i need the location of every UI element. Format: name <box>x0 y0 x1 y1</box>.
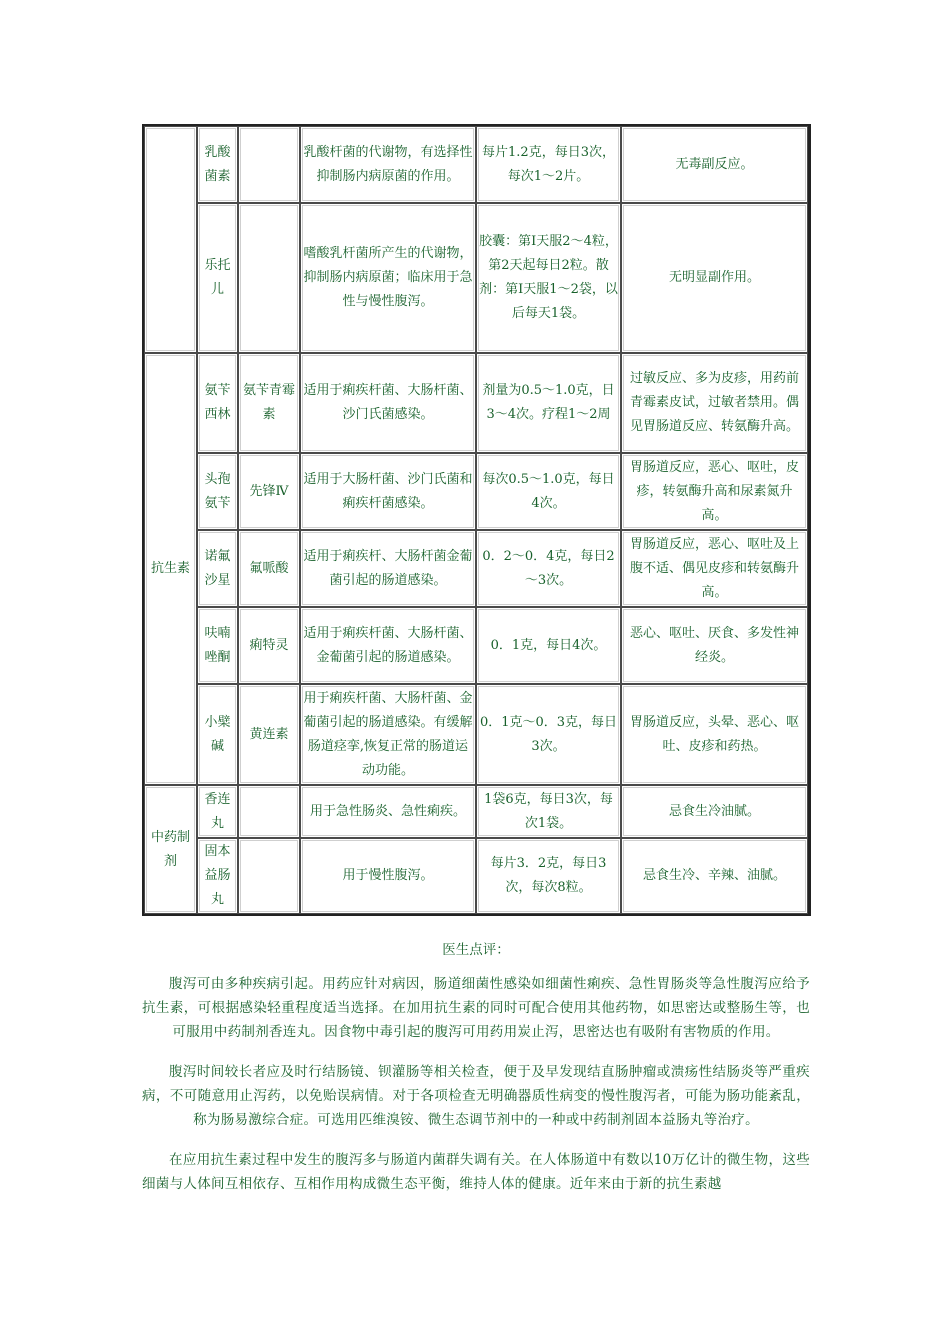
drug-alias-cell <box>238 203 300 353</box>
drug-name-cell: 乐托儿 <box>197 203 238 353</box>
table-row <box>144 838 808 914</box>
drug-alias-cell: 氨苄青霉素 <box>238 353 300 453</box>
table-row <box>144 530 808 607</box>
usage-cell: 用于急性肠炎、急性痢疾。 <box>300 785 476 838</box>
table-row <box>144 126 808 203</box>
dosage-cell: 每次0.5～1.0克，每日4次。 <box>476 453 621 530</box>
usage-cell: 适用于痢疾杆菌、大肠杆菌、金葡菌引起的肠道感染。 <box>300 607 476 684</box>
review-paragraph: 腹泻可由多种疾病引起。用药应针对病因，肠道细菌性感染如细菌性痢疾、急性胃肠炎等急性腹泻应给予抗生素，可根据感染轻重程度适当选择。在加用抗生素的同时可配合使用其他药物，如思密达或整肠生等，也可服用中药制剂香连丸。因食物中毒引起的腹泻可用药用炭止泻，思密达也有吸附有害物质的作用。 <box>142 976 810 1040</box>
side-effect-cell: 过敏反应、多为皮疹，用药前青霉素皮试，过敏者禁用。偶见胃肠道反应、转氨酶升高。 <box>621 353 808 453</box>
dosage-cell: 0．2～0．4克，每日2～3次。 <box>476 530 621 607</box>
page-content <box>142 124 810 1196</box>
drug-alias-cell: 先锋Ⅳ <box>238 453 300 530</box>
table-row <box>144 607 808 684</box>
drug-name-cell: 头孢氨苄 <box>197 453 238 530</box>
drug-name-cell: 小檗碱 <box>197 684 238 785</box>
category-cell: 中药制剂 <box>144 785 197 914</box>
usage-cell: 用于慢性腹泻。 <box>300 838 476 914</box>
usage-cell: 用于痢疾杆菌、大肠杆菌、金葡菌引起的肠道感染。有缓解肠道痉挛,恢复正常的肠道运动功能。 <box>300 684 476 785</box>
dosage-cell: 1袋6克，每日3次，每次1袋。 <box>476 785 621 838</box>
dosage-cell: 每片1.2克，每日3次，每次1～2片。 <box>476 126 621 203</box>
drug-name-cell: 氨苄西林 <box>197 353 238 453</box>
drug-alias-cell: 黄连素 <box>238 684 300 785</box>
table-row <box>144 684 808 785</box>
side-effect-cell: 胃肠道反应，恶心、呕吐，皮疹，转氨酶升高和尿素氮升高。 <box>621 453 808 530</box>
table-row <box>144 453 808 530</box>
category-cell <box>144 126 197 353</box>
dosage-cell: 0．1克，每日4次。 <box>476 607 621 684</box>
drug-name-cell: 乳酸菌素 <box>197 126 238 203</box>
dosage-cell: 每片3．2克，每日3次，每次8粒。 <box>476 838 621 914</box>
drug-alias-cell: 痢特灵 <box>238 607 300 684</box>
side-effect-cell: 忌食生冷、辛辣、油腻。 <box>621 838 808 914</box>
side-effect-cell: 恶心、呕吐、厌食、多发性神经炎。 <box>621 607 808 684</box>
usage-cell: 适用于痢疾杆、大肠杆菌金葡菌引起的肠道感染。 <box>300 530 476 607</box>
drug-alias-cell <box>238 838 300 914</box>
table-row <box>144 785 808 838</box>
drug-alias-cell <box>238 126 300 203</box>
category-cell: 抗生素 <box>144 353 197 785</box>
side-effect-cell: 忌食生冷油腻。 <box>621 785 808 838</box>
drug-name-cell: 诺氟沙星 <box>197 530 238 607</box>
drug-name-cell: 香连丸 <box>197 785 238 838</box>
usage-cell: 适用于大肠杆菌、沙门氏菌和痢疾杆菌感染。 <box>300 453 476 530</box>
review-paragraph: 腹泻时间较长者应及时行结肠镜、钡灌肠等相关检查，便于及早发现结直肠肿瘤或溃疡性结肠炎等严重疾病，不可随意用止泻药，以免贻误病情。对于各项检查无明确器质性病变的慢性腹泻者，可能为肠功能紊乱，称为肠易激综合症。可选用匹维溴铵、微生态调节剂中的一种或中药制剂固本益肠丸等治疗。 <box>142 1064 810 1128</box>
table-row <box>144 353 808 453</box>
usage-cell: 适用于痢疾杆菌、大肠杆菌、沙门氏菌感染。 <box>300 353 476 453</box>
review-paragraph: 在应用抗生素过程中发生的腹泻多与肠道内菌群失调有关。在人体肠道中有数以10万亿计的微生物，这些细菌与人体间互相依存、互相作用构成微生态平衡，维持人体的健康。近年来由于新的抗生素越 <box>142 1152 810 1192</box>
drug-alias-cell <box>238 785 300 838</box>
dosage-cell: 胶囊：第Ⅰ天服2～4粒，第2天起每日2粒。散剂：第Ⅰ天服1～2袋，以后每天1袋。 <box>476 203 621 353</box>
usage-cell: 嗜酸乳杆菌所产生的代谢物，抑制肠内病原菌；临床用于急性与慢性腹泻。 <box>300 203 476 353</box>
drug-name-cell: 固本益肠丸 <box>197 838 238 914</box>
review-title: 医生点评： <box>442 942 510 958</box>
usage-cell: 乳酸杆菌的代谢物，有选择性抑制肠内病原菌的作用。 <box>300 126 476 203</box>
dosage-cell: 0．1克～0．3克，每日3次。 <box>476 684 621 785</box>
drug-alias-cell: 氟哌酸 <box>238 530 300 607</box>
side-effect-cell: 胃肠道反应，恶心、呕吐及上腹不适、偶见皮疹和转氨酶升高。 <box>621 530 808 607</box>
side-effect-cell: 无明显副作用。 <box>621 203 808 353</box>
table-row <box>144 203 808 353</box>
drug-name-cell: 呋喃唑酮 <box>197 607 238 684</box>
dosage-cell: 剂量为0.5～1.0克，日3～4次。疗程1～2周 <box>476 353 621 453</box>
side-effect-cell: 无毒副反应。 <box>621 126 808 203</box>
side-effect-cell: 胃肠道反应，头晕、恶心、呕吐、皮疹和药热。 <box>621 684 808 785</box>
drug-table <box>142 124 811 916</box>
